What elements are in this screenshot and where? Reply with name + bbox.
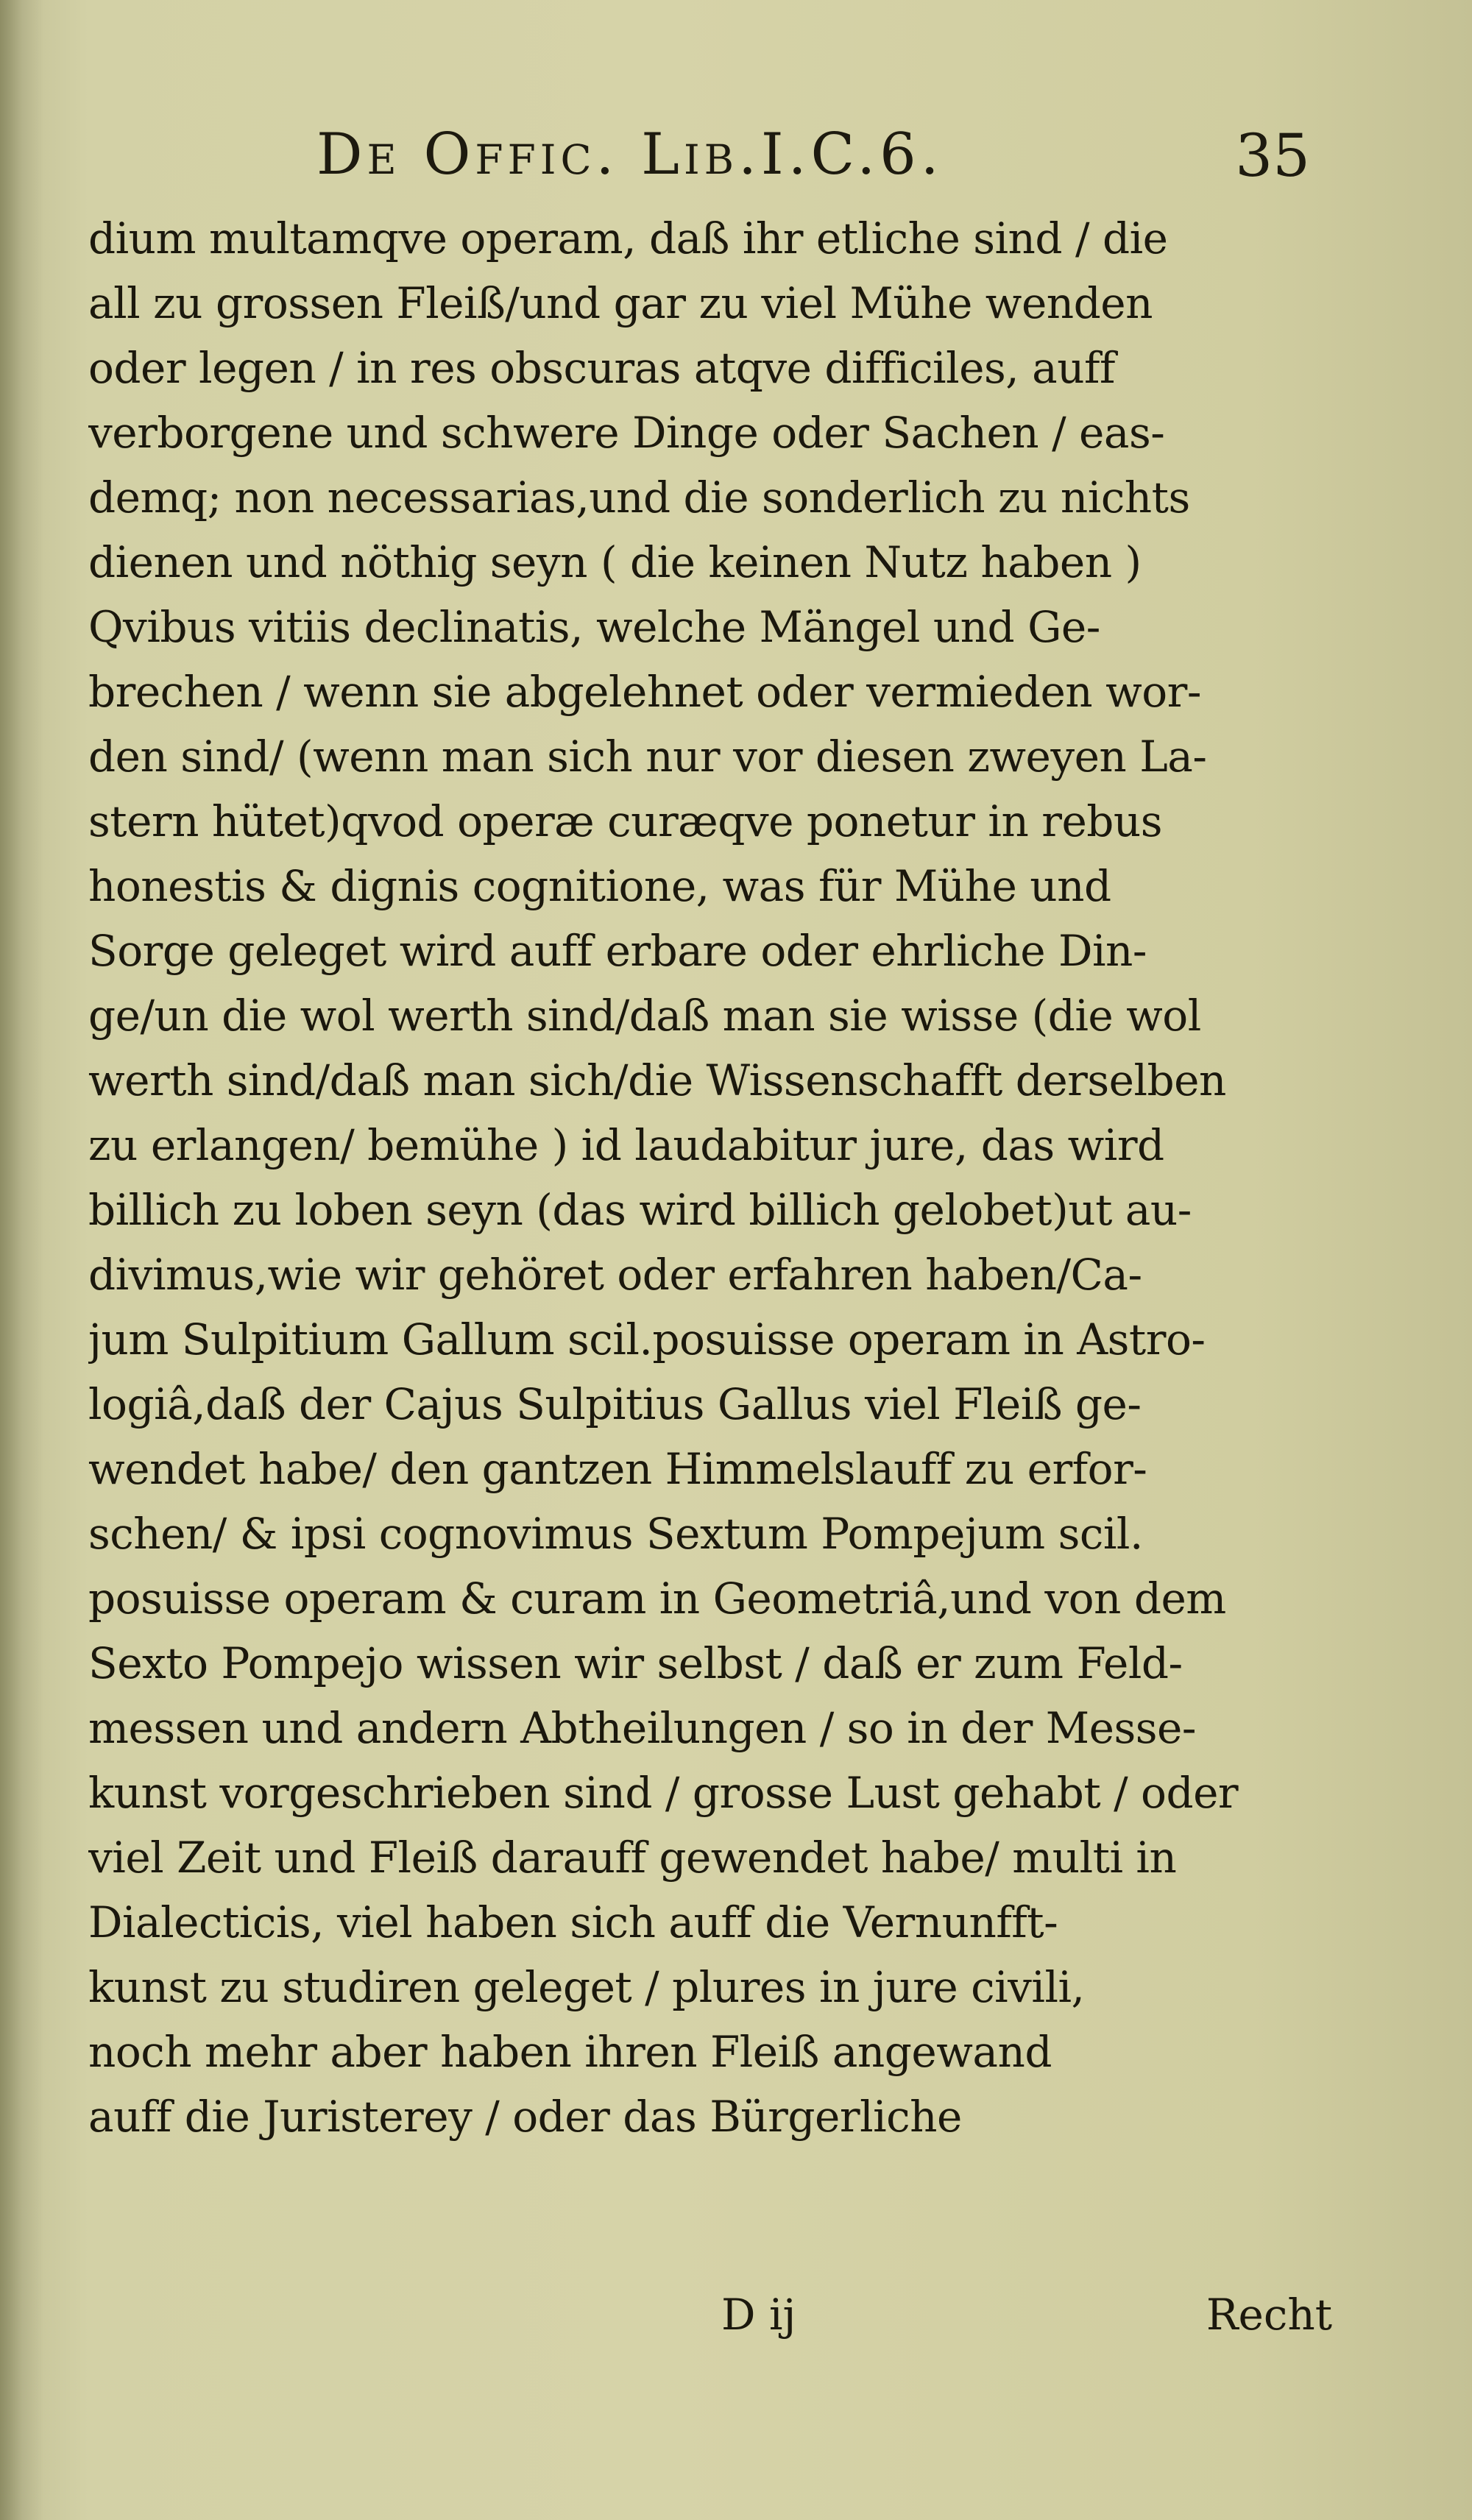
- text-line: Sorge geleget wird auff erbare oder ehrliche Din-: [88, 926, 1147, 976]
- text-line: viel Zeit und Fleiß darauff gewendet habe/ multi in: [88, 1833, 1177, 1883]
- text-line: oder legen / in res obscuras atqve difficiles, auff: [88, 343, 1115, 393]
- text-line: kunst vorgeschrieben sind / grosse Lust gehabt / oder: [88, 1768, 1239, 1818]
- page-edge-shadow: [0, 0, 44, 2520]
- running-title: De Offic. Lib.I.C.6.: [316, 121, 944, 188]
- text-line: auff die Juristerey / oder das Bürgerliche: [88, 2092, 962, 2142]
- text-line: honestis & dignis cognitione, was für Mühe und: [88, 861, 1111, 911]
- page-number: 35: [1235, 121, 1310, 190]
- text-line: den sind/ (wenn man sich nur vor diesen zweyen La-: [88, 732, 1207, 782]
- text-line: noch mehr aber haben ihren Fleiß angewand: [88, 2027, 1052, 2077]
- text-line: Sexto Pompejo wissen wir selbst / daß er zum Feld-: [88, 1638, 1183, 1688]
- text-line: logiâ,daß der Cajus Sulpitius Gallus viel Fleiß ge-: [88, 1379, 1142, 1429]
- text-line: werth sind/daß man sich/die Wissenschafft derselben: [88, 1055, 1226, 1105]
- text-line: dium multamqve operam, daß ihr etliche sind / die: [88, 213, 1168, 263]
- text-line: brechen / wenn sie abgelehnet oder vermieden wor-: [88, 667, 1201, 717]
- text-line: zu erlangen/ bemühe ) id laudabitur jure, das wird: [88, 1120, 1164, 1170]
- text-line: ge/un die wol werth sind/daß man sie wisse (die wol: [88, 991, 1201, 1041]
- text-line: Dialecticis, viel haben sich auff die Vernunfft-: [88, 1897, 1058, 1947]
- page-header: [316, 121, 1310, 202]
- text-line: divimus,wie wir gehöret oder erfahren haben/Ca-: [88, 1250, 1142, 1300]
- text-line: billich zu loben seyn (das wird billich gelobet)ut au-: [88, 1185, 1192, 1235]
- text-line: dienen und nöthig seyn ( die keinen Nutz haben ): [88, 537, 1142, 587]
- body-text: [88, 206, 1332, 2149]
- text-line: kunst zu studiren geleget / plures in jure civili,: [88, 1962, 1085, 2012]
- text-line: wendet habe/ den gantzen Himmelslauff zu erfor-: [88, 1444, 1147, 1494]
- text-line: verborgene und schwere Dinge oder Sachen / eas-: [88, 408, 1165, 458]
- text-line: all zu grossen Fleiß/und gar zu viel Mühe wenden: [88, 278, 1153, 328]
- catchword: Recht: [1206, 2290, 1332, 2340]
- page-footer: [88, 2282, 1332, 2348]
- text-line: stern hütet)qvod operæ curæqve ponetur in rebus: [88, 796, 1163, 846]
- text-line: jum Sulpitium Gallum scil.posuisse operam in Astro-: [88, 1314, 1206, 1365]
- text-line: Qvibus vitiis declinatis, welche Mängel und Ge-: [88, 602, 1100, 652]
- text-line: posuisse operam & curam in Geometriâ,und von dem: [88, 1574, 1226, 1624]
- text-line: messen und andern Abtheilungen / so in der Messe-: [88, 1703, 1196, 1753]
- signature-mark: D ij: [721, 2290, 796, 2340]
- text-line: schen/ & ipsi cognovimus Sextum Pompejum scil.: [88, 1509, 1143, 1559]
- text-line: demq; non necessarias,und die sonderlich zu nichts: [88, 473, 1190, 523]
